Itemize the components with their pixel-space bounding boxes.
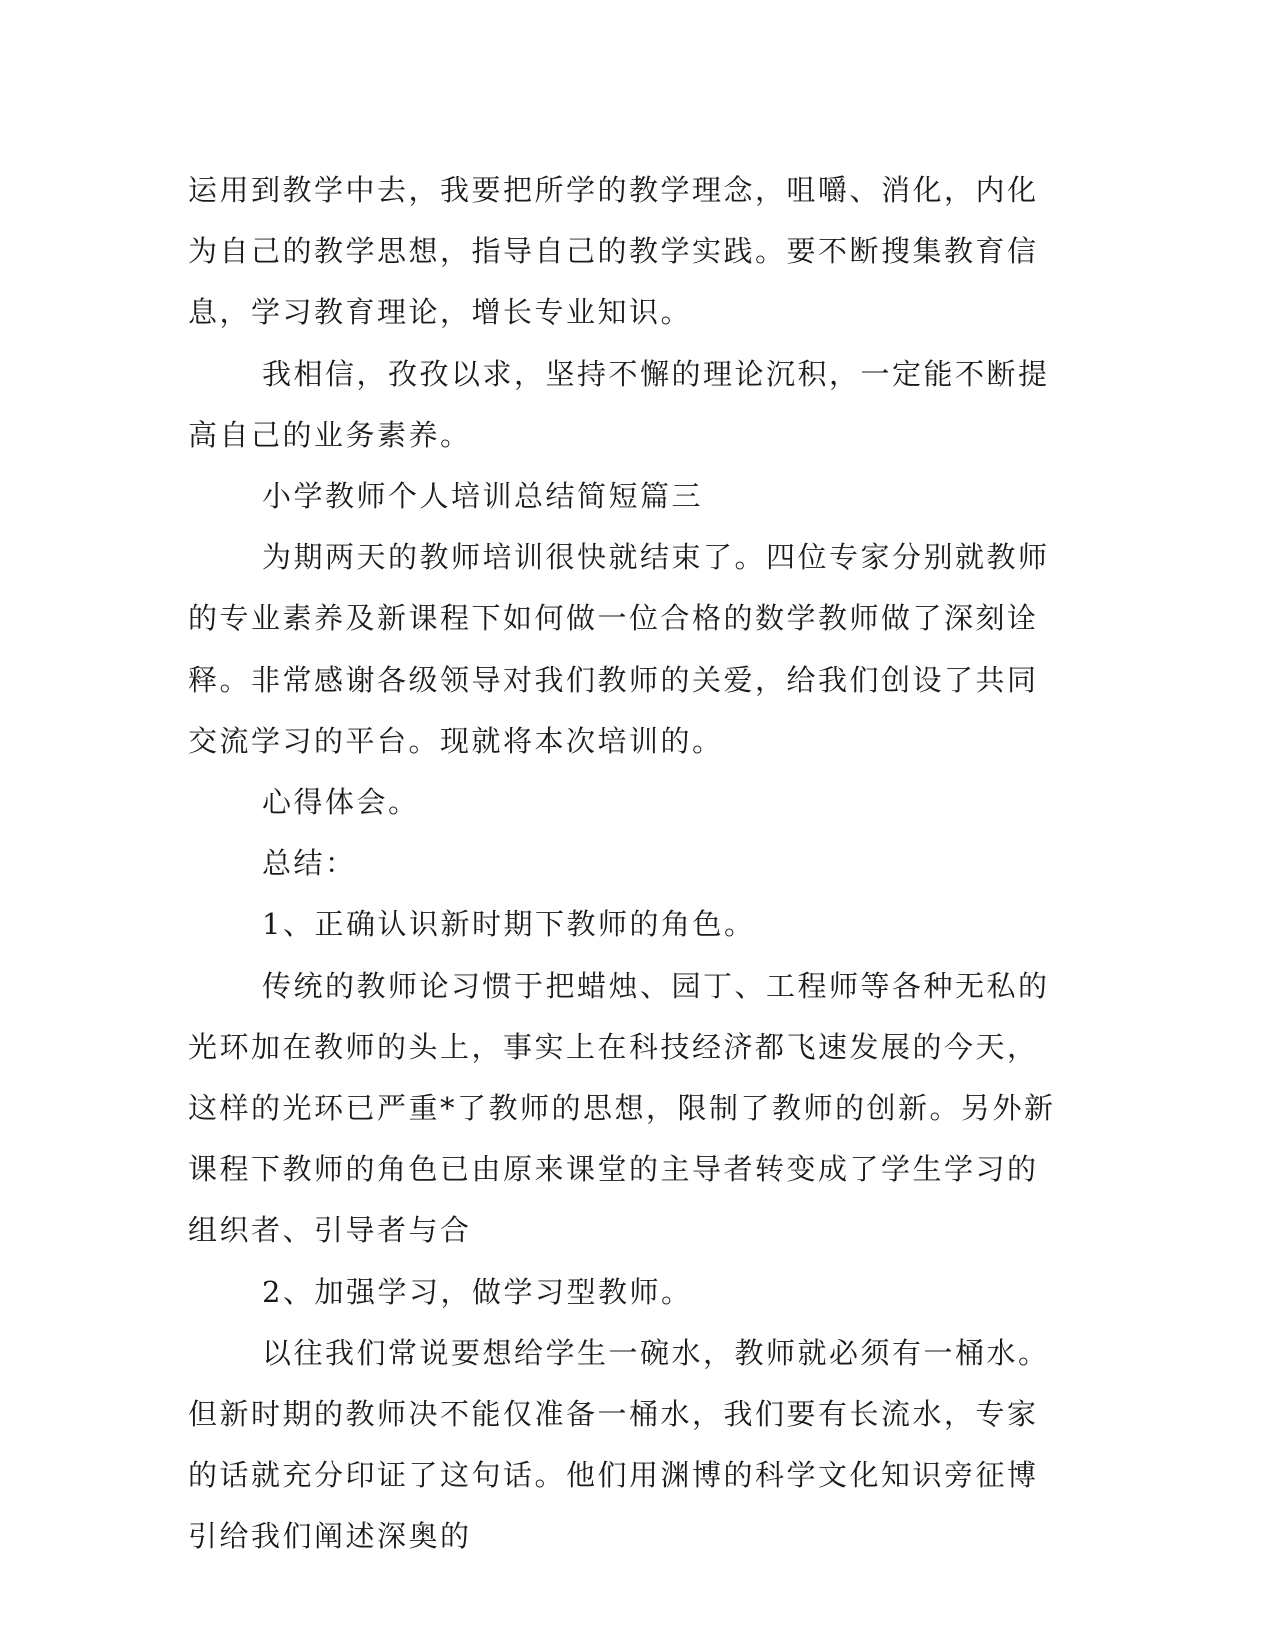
paragraph: 为期两天的教师培训很快就结束了。四位专家分别就教师的专业素养及新课程下如何做一位合格的数学教师做了深刻诠释。非常感谢各级领导对我们教师的关爱，给我们创设了共同交流学习的平台。现就将本次培训的。 <box>188 540 1050 758</box>
paragraph: 运用到教学中去，我要把所学的教学理念，咀嚼、消化，内化为自己的教学思想，指导自己的教学实践。要不断搜集教育信息，学习教育理论，增长专业知识。 <box>188 173 1039 330</box>
list-item-heading: 2、加强学习，做学习型教师。 <box>262 1274 693 1309</box>
document-body <box>188 160 1068 1568</box>
paragraph: 我相信，孜孜以求，坚持不懈的理论沉积，一定能不断提高自己的业务素养。 <box>188 356 1050 452</box>
paragraph: 传统的教师论习惯于把蜡烛、园丁、工程师等各种无私的光环加在教师的头上，事实上在科技经济都飞速发展的今天，这样的光环已严重*了教师的思想，限制了教师的创新。另外新课程下教师的角色已由原来课堂的主导者转变成了学生学习的组织者、引导者与合 <box>188 968 1056 1248</box>
section-heading: 小学教师个人培训总结简短篇三 <box>262 479 704 514</box>
paragraph: 以往我们常说要想给学生一碗水，教师就必须有一桶水。但新时期的教师决不能仅准备一桶水，我们要有长流水，专家的话就充分印证了这句话。他们用渊博的科学文化知识旁征博引给我们阐述深奥的 <box>188 1335 1050 1554</box>
list-item-heading: 1、正确认识新时期下教师的角色。 <box>262 907 756 942</box>
paragraph: 心得体会。 <box>262 785 420 820</box>
paragraph: 总结： <box>262 846 357 881</box>
